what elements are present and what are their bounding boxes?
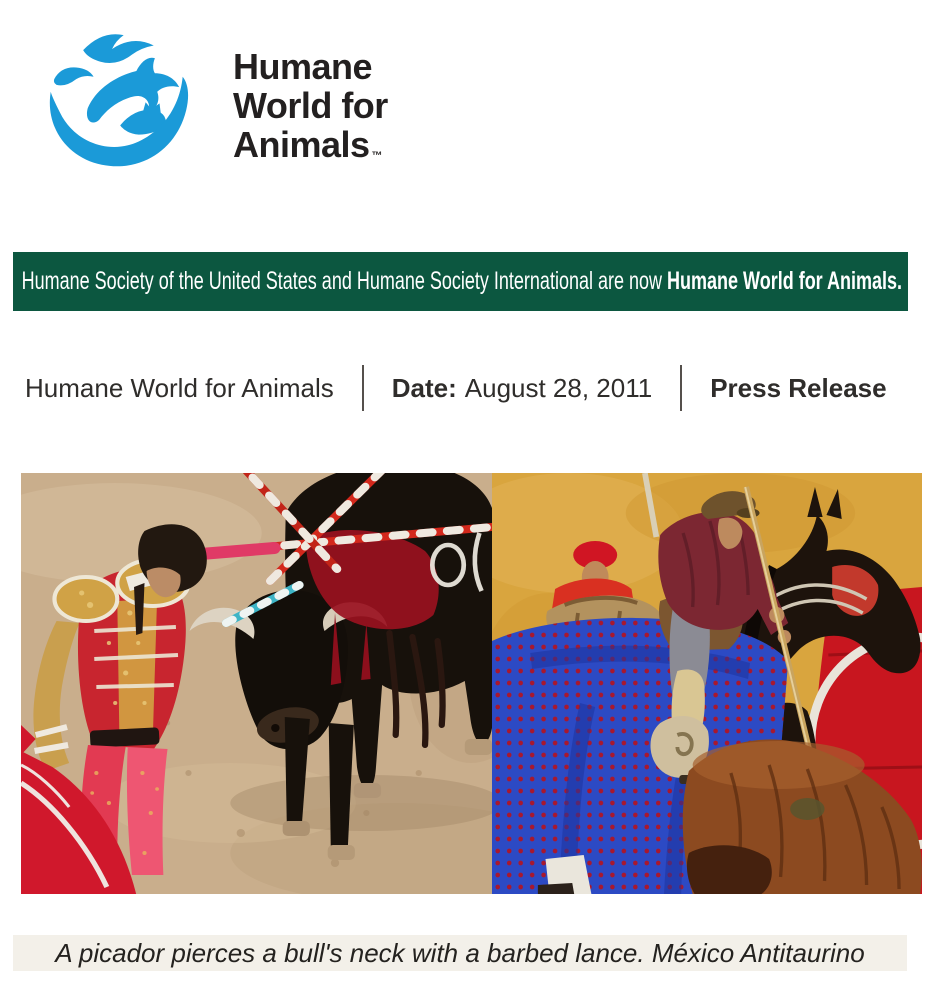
brand-wordmark	[233, 27, 388, 176]
announcement-banner	[13, 252, 908, 311]
logo-pig-shape	[54, 67, 94, 85]
bullfighting-photo-pair	[21, 473, 922, 894]
picador-on-horseback-lancing-bull-photo	[492, 473, 922, 894]
announcement-text	[13, 267, 902, 296]
brand-line-1: Humane	[233, 46, 373, 87]
humane-world-animals-logo-icon	[40, 27, 205, 189]
meta-divider	[362, 365, 364, 411]
bull-with-banderillas-and-matador-photo	[21, 473, 492, 894]
trademark-symbol: ™	[371, 150, 383, 162]
logo-bird-shape	[83, 34, 154, 63]
brand-line-3: Animals ™	[233, 124, 383, 165]
meta-date-value: August 28, 2011	[464, 372, 653, 403]
humane-world-logo-link[interactable]	[40, 27, 205, 189]
page-header	[0, 0, 940, 192]
announcement-regular-text: Humane Society of the United States and Humane Society International are now	[21, 267, 668, 295]
meta-source: Humane World for Animals	[25, 372, 334, 403]
meta-category: Press Release	[710, 372, 887, 403]
article-meta-bar	[25, 365, 940, 411]
announcement-bold-text: Humane World for Animals.	[667, 267, 903, 295]
logo-dog-shape	[87, 58, 179, 123]
meta-divider	[680, 365, 682, 411]
brand-line-2: World for	[233, 85, 388, 126]
photo-caption: A picador pierces a bull's neck with a barbed lance. México Antitaurino	[13, 935, 907, 971]
meta-date-label: Date:	[391, 372, 457, 403]
